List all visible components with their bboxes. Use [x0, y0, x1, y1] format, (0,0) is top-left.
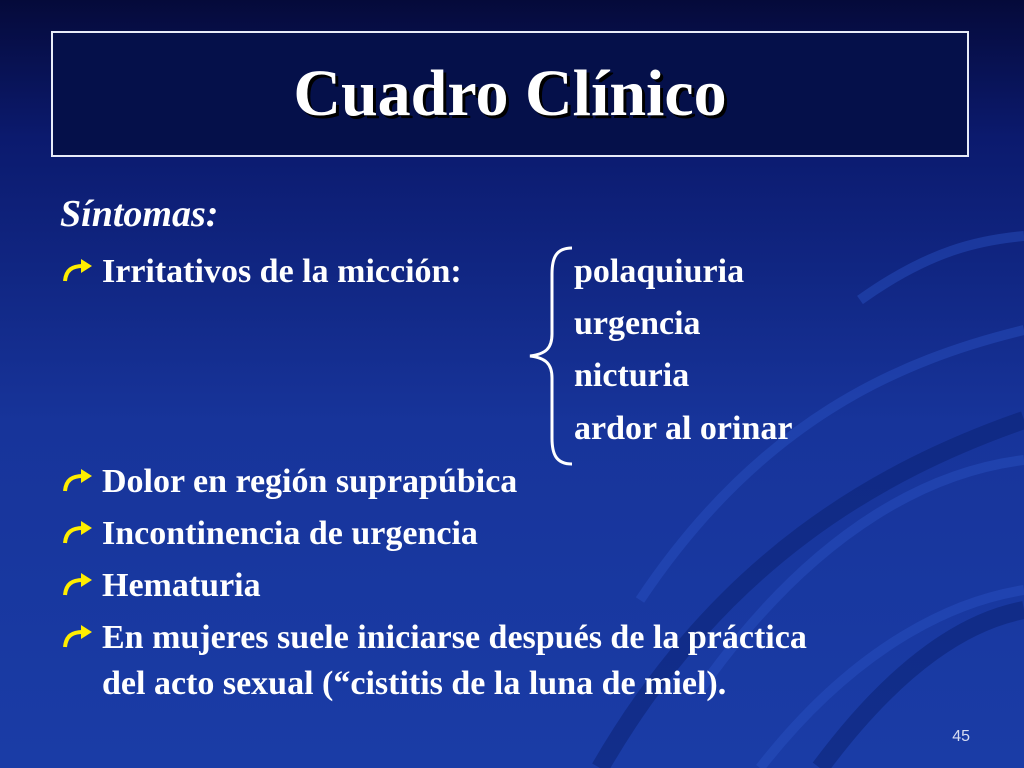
symptom-polaquiuria: polaquiuria	[574, 253, 745, 290]
curved-arrow-icon	[62, 520, 94, 546]
bullet-text-mujeres	[102, 618, 807, 704]
curved-arrow-icon	[62, 468, 94, 494]
title-box	[51, 31, 969, 157]
page-number: 45	[952, 728, 970, 745]
bullet-text-irritative: Irritativos de la micción:	[102, 253, 462, 290]
curved-arrow-icon	[62, 572, 94, 598]
symptom-ardor: ardor al orinar	[574, 410, 793, 447]
symptom-urgencia: urgencia	[574, 305, 701, 342]
curved-arrow-icon	[62, 258, 94, 284]
bullet-text-mujeres-line1: En mujeres suele iniciarse después de la práctica	[102, 619, 807, 656]
bullet-text-dolor: Dolor en región suprapúbica	[102, 463, 518, 500]
curved-arrow-icon	[62, 624, 94, 650]
symptoms-heading: Síntomas:	[60, 193, 219, 235]
symptom-nicturia: nicturia	[574, 357, 690, 394]
bullet-text-hematuria: Hematuria	[102, 567, 261, 604]
bullet-text-mujeres-line2: del acto sexual (“cistitis de la luna de miel).	[102, 665, 727, 702]
slide-title: Cuadro Clínico	[293, 57, 727, 130]
bullet-text-incontinencia: Incontinencia de urgencia	[102, 515, 478, 552]
